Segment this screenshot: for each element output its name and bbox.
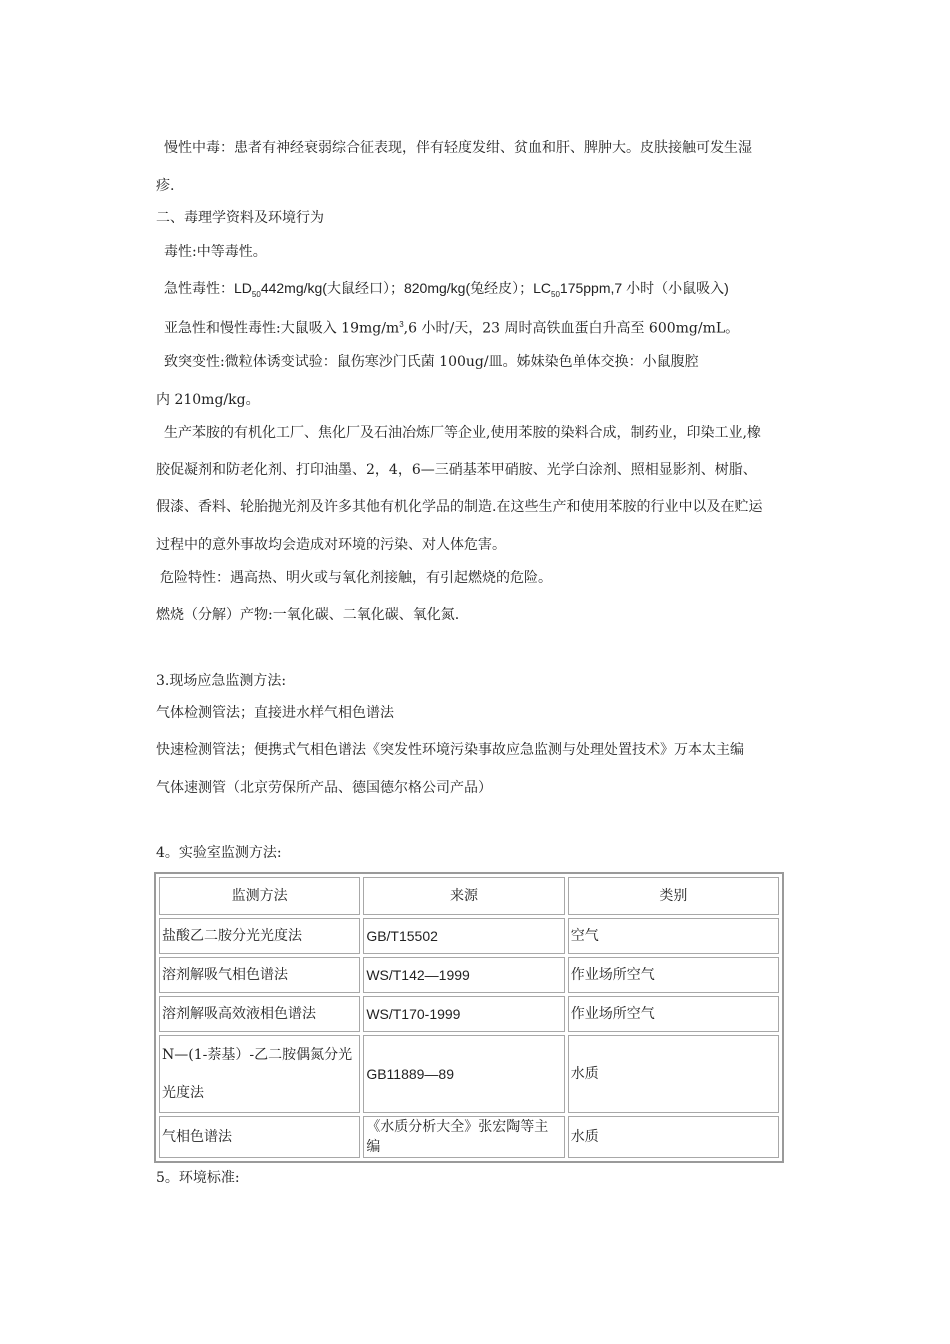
header-method: 监测方法: [159, 877, 360, 915]
toxicity-line: 毒性:中等毒性。: [164, 244, 267, 260]
chronic-line-1: 慢性中毒：患者有神经衰弱综合征表现，伴有轻度发绀、贫血和肝、脾肿大。皮肤接触可发生湿: [164, 140, 752, 156]
row-method: 溶剂解吸气相色谱法: [159, 957, 360, 993]
row-category: 作业场所空气: [568, 996, 779, 1032]
danger-line: 危险特性：遇高热、明火或与氧化剂接触，有引起燃烧的危险。: [160, 570, 552, 586]
row-category: 空气: [568, 918, 779, 954]
table-row: [159, 996, 779, 1032]
production-line-1: 生产苯胺的有机化工厂、焦化厂及石油冶炼厂等企业,使用苯胺的染料合成，制药业，印染工业,橡: [164, 425, 761, 441]
row-method: 盐酸乙二胺分光光度法: [159, 918, 360, 954]
ld-subscript: 50: [251, 289, 261, 299]
mutagenicity-line-2: 内 210mg/kg。: [156, 392, 260, 408]
row-source: GB/T15502: [363, 918, 564, 954]
fast-detection-line: 快速检测管法；便携式气相色谱法《突发性环境污染事故应急监测与处理处置技术》万本太主编: [156, 742, 744, 758]
subacute-text-a: 亚急性和慢性毒性:大鼠吸入 19mg/m: [164, 320, 400, 337]
table-row: [159, 957, 779, 993]
header-source: 来源: [363, 877, 564, 915]
acute-values: 442mg/kg(大鼠经口）；820mg/kg(兔经皮）；LC: [260, 280, 551, 296]
row-source: WS/T170-1999: [363, 996, 564, 1032]
table-header-row: [159, 877, 779, 915]
acute-inhalation: 175ppm,7 小时（小鼠吸入): [559, 280, 729, 296]
row-category: 水质: [568, 1035, 779, 1113]
table-row: [159, 1035, 779, 1113]
mutagenicity-line-1: 致突变性:微粒体诱变试验：鼠伤寒沙门氏菌 100ug/皿。姊妹染色单体交换：小鼠腹腔: [164, 354, 699, 370]
header-category: 类别: [568, 877, 779, 915]
table-row: [159, 918, 779, 954]
production-line-3: 假漆、香料、轮胎抛光剂及许多其他有机化学品的制造.在这些生产和使用苯胺的行业中以及在贮运: [156, 499, 763, 515]
section-5-heading: 5。环境标准:: [156, 1170, 240, 1186]
production-line-2: 胶促凝剂和防老化剂、打印油墨、2，4，6—三硝基苯甲硝胺、光学白涂剂、照相显影剂、树脂、: [156, 462, 757, 478]
subacute-superscript: 3: [399, 320, 404, 329]
section-2-heading: 二、毒理学资料及环境行为: [156, 210, 324, 226]
gas-fast-tube-line: 气体速测管（北京劳保所产品、德国德尔格公司产品）: [156, 780, 492, 796]
row-method: [159, 1035, 360, 1113]
section-4-heading: 4。实验室监测方法:: [156, 845, 282, 861]
row-source: GB11889—89: [363, 1035, 564, 1113]
chronic-line-2: 疹.: [156, 178, 175, 194]
row-category: 作业场所空气: [568, 957, 779, 993]
combustion-line: 燃烧（分解）产物:一氧化碳、二氧化碳、氧化氮.: [156, 607, 460, 623]
table-row: [159, 1116, 779, 1158]
acute-toxicity-line: [164, 278, 729, 305]
monitoring-methods-table: [154, 872, 784, 1163]
acute-label: 急性毒性：: [164, 281, 234, 297]
row-category: 水质: [568, 1116, 779, 1158]
row-source: WS/T142—1999: [363, 957, 564, 993]
gas-tube-line: 气体检测管法；直接进水样气相色谱法: [156, 705, 394, 721]
subacute-text-b: ,6 小时/天，23 周时高铁血蛋白升高至 600mg/mL。: [403, 320, 740, 337]
row-method-text: N—(1-萘基）-乙二胺偶氮分光光度法: [162, 1047, 353, 1101]
row-method: 气相色谱法: [159, 1116, 360, 1158]
row-method: 溶剂解吸高效液相色谱法: [159, 996, 360, 1032]
section-3-heading: 3.现场应急监测方法:: [156, 673, 287, 689]
lc-subscript: 50: [551, 289, 560, 299]
row-source: 《水质分析大全》张宏陶等主编: [363, 1116, 564, 1158]
ld-text: LD: [234, 280, 252, 296]
production-line-4: 过程中的意外事故均会造成对环境的污染、对人体危害。: [156, 537, 506, 553]
subacute-line: [164, 315, 739, 339]
